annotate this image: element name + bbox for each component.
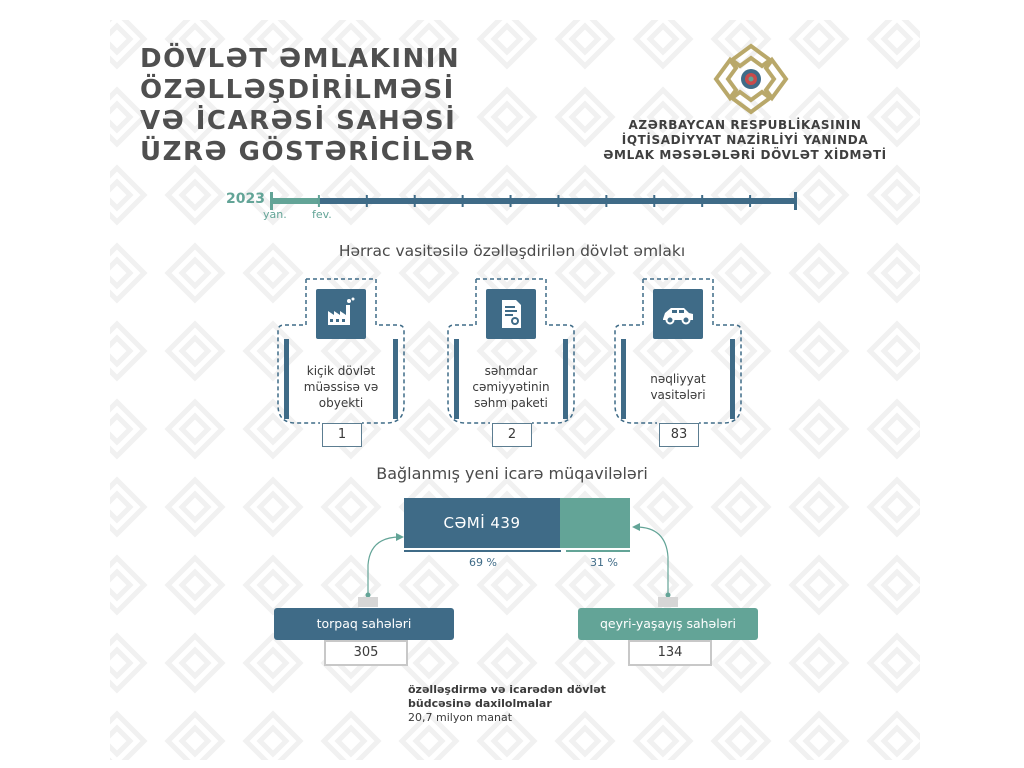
auction-item-label: kiçik dövlət müəssisə və obyekti bbox=[303, 364, 379, 410]
timeline-month-feb: fev. bbox=[312, 208, 332, 221]
title-line: ÜZRƏ GÖSTƏRİCİLƏR bbox=[140, 137, 476, 167]
car-icon bbox=[653, 289, 703, 339]
certificate-icon bbox=[486, 289, 536, 339]
timeline-tick bbox=[794, 192, 797, 210]
organization-name bbox=[585, 118, 905, 163]
auction-item-count: 83 bbox=[659, 423, 699, 447]
timeline-bar bbox=[270, 188, 805, 218]
lease-section-title: Bağlanmış yeni icarə müqavilələri bbox=[376, 464, 648, 483]
org-line: İQTİSADİYYAT NAZİRLİYİ YANINDA bbox=[621, 133, 869, 147]
budget-note bbox=[408, 683, 606, 725]
budget-note-line: özəlləşdirmə və icarədən dövlət bbox=[408, 683, 606, 696]
auction-section-title: Hərrac vasitəsilə özəlləşdirilən dövlət əmlakı bbox=[338, 242, 686, 260]
auction-item-label: səhmdar cəmiyyətinin səhm paketi bbox=[472, 364, 550, 410]
timeline-tick bbox=[414, 195, 416, 207]
budget-amount: 20,7 milyon manat bbox=[408, 711, 513, 724]
title-line: ÖZƏLLƏŞDİRİLMƏSİ bbox=[140, 75, 455, 105]
org-line: AZƏRBAYCAN RESPUBLİKASININ bbox=[628, 118, 862, 132]
share-pct-land: 69 % bbox=[469, 556, 497, 569]
timeline-tick bbox=[318, 195, 320, 207]
lease-total: CƏMİ 439 bbox=[443, 514, 521, 532]
title-line: DÖVLƏT ƏMLAKININ bbox=[140, 44, 461, 74]
category-nonresidential: qeyri-yaşayış sahələri bbox=[578, 608, 758, 640]
timeline-tick bbox=[749, 195, 751, 207]
emblem-logo-icon bbox=[712, 42, 790, 116]
factory-icon bbox=[316, 289, 366, 339]
connector-lines bbox=[330, 515, 710, 610]
auction-item-count: 2 bbox=[492, 423, 532, 447]
auction-card bbox=[276, 277, 406, 442]
timeline-month-jan: yan. bbox=[263, 208, 287, 221]
timeline-tick bbox=[557, 195, 559, 207]
timeline-tick bbox=[653, 195, 655, 207]
title-line: VƏ İCARƏSİ SAHƏSİ bbox=[140, 106, 457, 136]
category-land-value: 305 bbox=[324, 640, 408, 666]
auction-item-label: nəqliyyat vasitələri bbox=[650, 372, 706, 402]
share-pct-nonresidential: 31 % bbox=[590, 556, 618, 569]
timeline-year: 2023 bbox=[226, 191, 265, 207]
page-title bbox=[140, 44, 476, 168]
timeline-tick bbox=[701, 195, 703, 207]
auction-item-count: 1 bbox=[322, 423, 362, 447]
category-land: torpaq sahələri bbox=[274, 608, 454, 640]
timeline-tick bbox=[510, 195, 512, 207]
timeline-tick bbox=[366, 195, 368, 207]
auction-card bbox=[613, 277, 743, 442]
timeline-tick bbox=[462, 195, 464, 207]
org-line: ƏMLAK MƏSƏLƏLƏRİ DÖVLƏT XİDMƏTİ bbox=[603, 148, 887, 162]
category-nonresidential-value: 134 bbox=[628, 640, 712, 666]
auction-card bbox=[446, 277, 576, 442]
budget-note-line: büdcəsinə daxilolmalar bbox=[408, 697, 552, 710]
timeline-tick bbox=[605, 195, 607, 207]
